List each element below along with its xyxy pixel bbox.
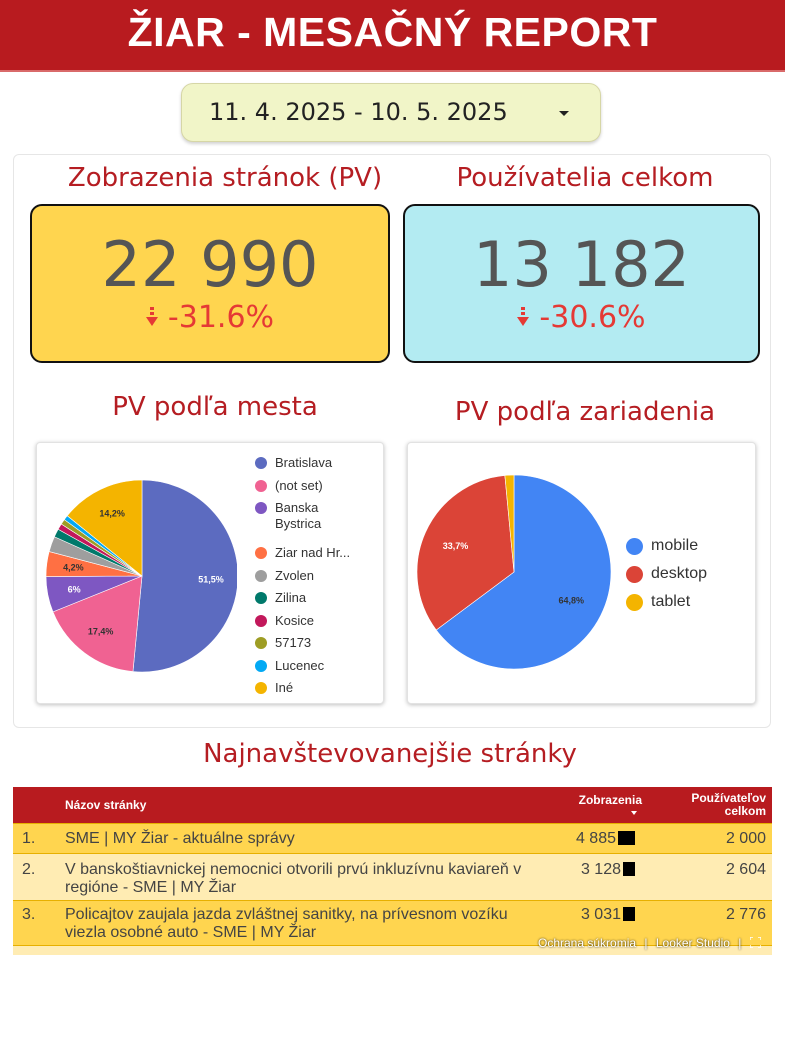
date-range-picker[interactable] — [181, 83, 601, 142]
legend-label: mobile — [651, 537, 699, 554]
chart-city-pie — [37, 443, 237, 705]
chart-device-title: PV podľa zariadenia — [454, 397, 716, 427]
footer-links — [538, 936, 761, 950]
table-row[interactable] — [13, 823, 772, 853]
row-pv-value: 4 885 — [575, 830, 616, 847]
kpi-pv-card — [30, 204, 390, 363]
column-users-header-line2: celkom — [724, 804, 766, 818]
report-header — [0, 0, 785, 72]
legend-label: 57173 — [275, 635, 312, 650]
table-header — [13, 787, 772, 823]
arrow-down-icon — [146, 306, 158, 328]
table-title: Najnavštevovanejšie stránky — [203, 739, 577, 769]
report-title: ŽIAR - MESAČNÝ REPORT — [127, 9, 658, 55]
chart-device-box — [407, 442, 756, 704]
legend-color-dot — [255, 570, 267, 582]
legend-color-dot — [626, 538, 643, 555]
row-pv-value: 3 128 — [580, 861, 621, 878]
chart-device-pie — [408, 443, 618, 705]
looker-studio-link[interactable]: Looker Studio — [655, 936, 730, 950]
row-pv — [581, 861, 635, 879]
table-row[interactable] — [13, 853, 772, 900]
date-range-value: 11. 4. 2025 - 10. 5. 2025 — [209, 98, 508, 126]
pie-data-label: 17,4% — [87, 626, 114, 637]
row-title[interactable]: Policajtov zaujala jazda zvláštnej sanitky, na prívesnom vozíku viezla osobné auto - SME | MY Žiar — [65, 906, 508, 941]
kpi-users-delta-text: -30.6% — [539, 300, 646, 335]
pie-data-label: 51,5% — [198, 574, 224, 585]
legend-label: tablet — [651, 593, 691, 610]
row-users: 2 776 — [725, 906, 766, 923]
row-pv-bar — [623, 907, 635, 921]
chart-city-title: PV podľa mesta — [112, 392, 318, 422]
legend-color-dot — [626, 566, 643, 583]
privacy-link[interactable]: Ochrana súkromia — [538, 936, 637, 950]
sort-down-icon[interactable] — [631, 811, 637, 815]
kpi-users-value: 13 182 — [473, 228, 690, 301]
legend-label: desktop — [651, 565, 708, 582]
legend-color-dot — [255, 660, 267, 672]
legend-label: Ziar nad Hr... — [275, 545, 351, 560]
column-users-header-line1: Používateľov — [691, 791, 766, 805]
kpi-pv-value: 22 990 — [101, 228, 319, 301]
row-users: 2 000 — [725, 830, 766, 847]
footer-separator: | — [738, 936, 742, 950]
column-name-header[interactable]: Názov stránky — [65, 798, 147, 812]
legend-color-dot — [255, 615, 267, 627]
arrow-down-icon — [517, 306, 529, 328]
row-number: 3. — [22, 906, 36, 923]
legend-label: Zilina — [275, 590, 307, 605]
kpi-users-title: Používatelia celkom — [456, 163, 714, 193]
caret-down-icon[interactable] — [559, 111, 569, 116]
row-title[interactable]: V banskoštiavnickej nemocnici otvorili prvú inkluzívnu kaviareň v regióne - SME | MY Žiar — [65, 861, 522, 896]
legend-label: Iné — [275, 680, 294, 695]
legend-color-dot — [255, 480, 267, 492]
column-users-header[interactable] — [691, 792, 766, 818]
legend-label: Bratislava — [275, 455, 333, 470]
legend-color-dot — [626, 594, 643, 611]
kpi-pv-delta-text: -31.6% — [167, 300, 275, 335]
row-number: 1. — [22, 830, 36, 847]
blank-area — [0, 955, 800, 1050]
legend-label: Zvolen — [275, 567, 315, 583]
legend-color-dot — [255, 637, 267, 649]
legend-color-dot — [255, 547, 267, 559]
column-pv-header[interactable]: Zobrazenia — [578, 793, 642, 807]
row-pv-bar — [618, 831, 635, 845]
pie-data-label: 4,2% — [63, 562, 84, 573]
pie-data-label: 33,7% — [442, 541, 469, 552]
pie-data-label: 14,2% — [99, 508, 125, 519]
legend-label: Lucenec — [275, 657, 325, 673]
row-number: 2. — [22, 861, 36, 878]
pie-data-label: 64,8% — [558, 595, 584, 606]
row-pv-value: 3 031 — [580, 906, 621, 923]
kpi-users-delta — [405, 300, 758, 335]
row-pv-bar — [623, 862, 635, 876]
legend-color-dot — [255, 682, 267, 694]
chart-city-box — [36, 442, 384, 704]
top-pages-table — [13, 787, 772, 958]
legend-color-dot — [255, 502, 267, 514]
kpi-pv-title: Zobrazenia stránok (PV) — [67, 163, 383, 193]
row-users: 2 604 — [725, 861, 766, 878]
legend-color-dot — [255, 592, 267, 604]
row-title[interactable]: SME | MY Žiar - aktuálne správy — [65, 830, 295, 847]
legend-label: (not set) — [275, 477, 323, 493]
row-pv — [576, 830, 635, 848]
row-pv — [581, 906, 635, 924]
kpi-pv-delta — [32, 300, 388, 335]
fullscreen-icon[interactable] — [750, 937, 761, 948]
pie-data-label: 6% — [67, 584, 81, 595]
kpi-users-card — [403, 204, 760, 363]
legend-color-dot — [255, 457, 267, 469]
footer-separator: | — [644, 936, 648, 950]
legend-label: Kosice — [275, 612, 315, 628]
legend-label: Banska Bystrica — [275, 500, 322, 531]
